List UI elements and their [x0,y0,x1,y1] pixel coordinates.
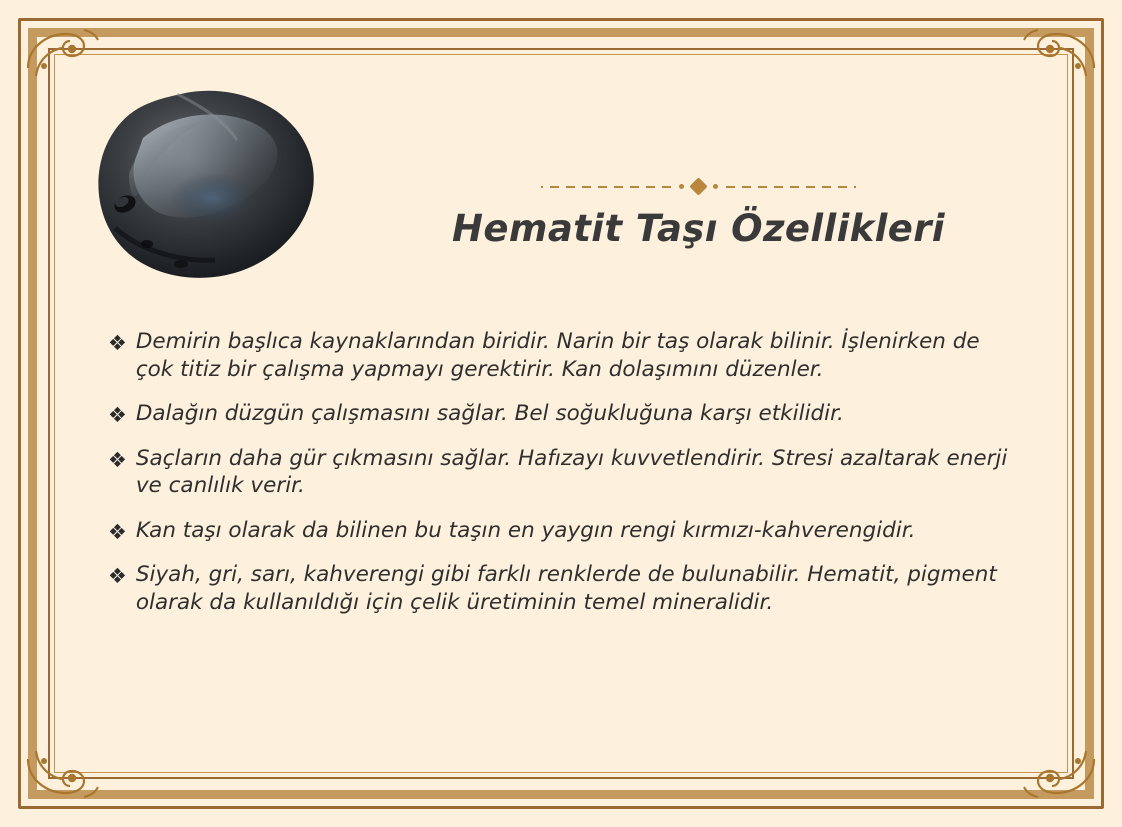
list-item-text: Siyah, gri, sarı, kahverengi gibi farklı renklerde de bulunabilir. Hematit, pigment olarak da kullanıldığı için çelik üretiminin temel mineralidir. [135,562,997,615]
title-ornament [345,180,1052,193]
list-item [108,445,1018,500]
dot-icon [679,184,684,189]
fleuron-bullet-icon: ❖ [108,447,127,472]
list-item-text: Dalağın düzgün çalışmasını sağlar. Bel soğukluğuna karşı etkilidir. [135,401,844,427]
list-item-text: Saçların daha gür çıkmasını sağlar. Hafızayı kuvvetlendirir. Stresi azaltarak enerji ve canlılık verir. [135,445,1008,499]
dashed-rule-icon [541,186,671,188]
list-item-text: Demirin başlıca kaynaklarından biridir. Narin bir taş olarak bilinir. İşlenirken de çok titiz bir çalışma yapmayı gerektirir. Kan dolaşımını düzenler. [135,329,980,382]
hematite-stone-photo [85,78,337,296]
list-item [108,400,1018,428]
dashed-rule-icon [726,186,856,188]
list-item [108,561,1018,616]
fleuron-bullet-icon: ❖ [108,403,127,428]
page-title: Hematit Taşı Özellikleri [452,207,945,250]
title-block [345,180,1052,250]
fleuron-bullet-icon: ❖ [108,331,127,355]
fleuron-bullet-icon: ❖ [108,519,127,544]
fleuron-bullet-icon: ❖ [108,564,127,589]
dot-icon [713,184,718,189]
diamond-icon [689,177,707,195]
document-content [60,60,1062,767]
list-item [108,328,1018,383]
hero-section [60,60,1062,310]
list-item-text: Kan taşı olarak da bilinen bu taşın en yaygın rengi kırmızı-kahverengidir. [135,517,916,543]
facts-list [60,328,1062,616]
list-item [108,517,1018,545]
